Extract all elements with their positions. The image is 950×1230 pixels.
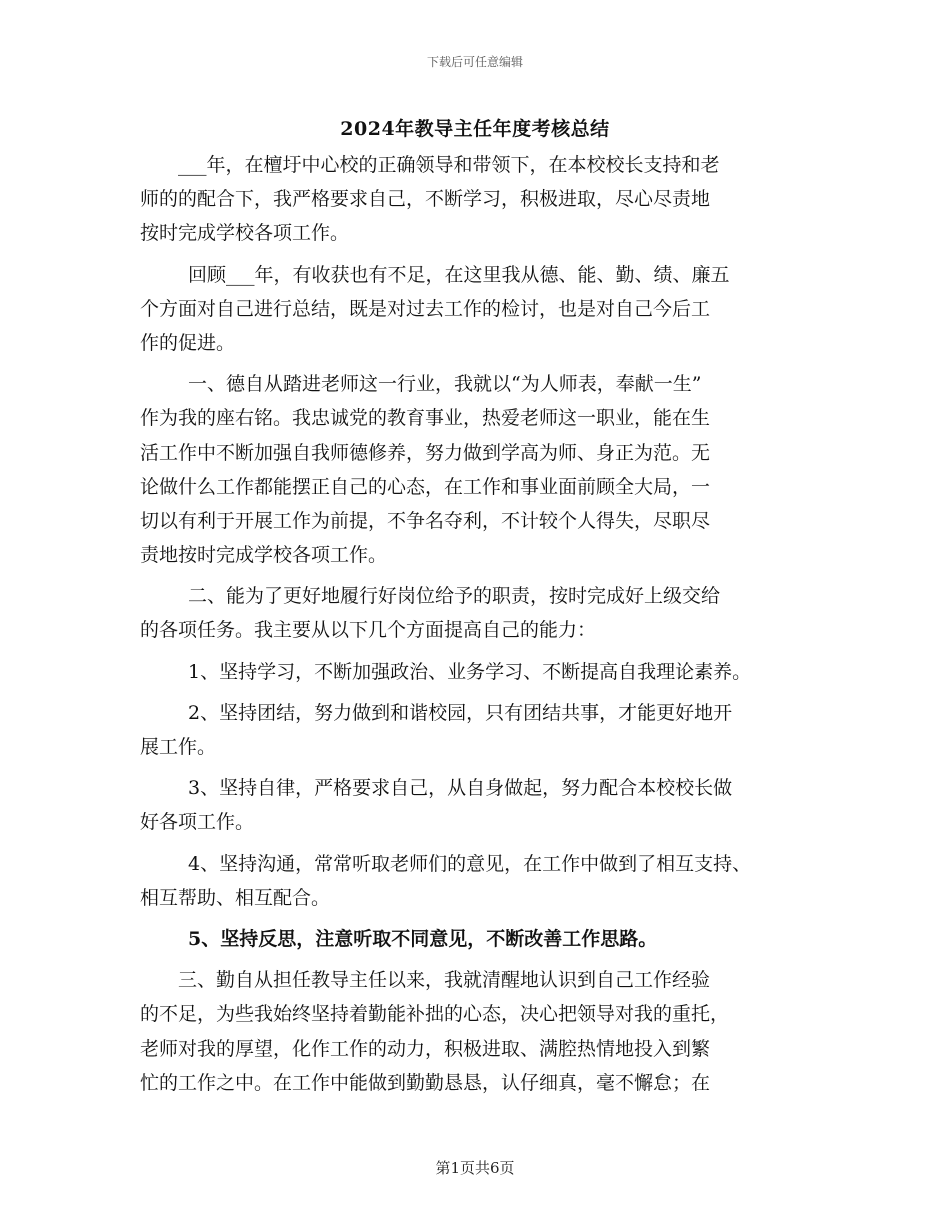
download-note: 下载后可任意编辑 [426, 55, 523, 69]
paragraph-line: 个方面对自己进行总结，既是对过去工作的检讨，也是对自己今后工 [140, 297, 711, 320]
paragraph-line: 三、勤自从担任教导主任以来，我就清醒地认识到自己工作经验 [178, 969, 711, 992]
paragraph-line: 回顾___年，有收获也有不足，在这里我从德、能、勤、绩、廉五 [188, 263, 730, 286]
paragraph-line: 忙的工作之中。在工作中能做到勤勤恳恳，认仔细真，毫不懈怠；在 [140, 1071, 711, 1094]
paragraph-line: 展工作。 [140, 736, 217, 758]
paragraph-line: 相互帮助、相互配合。 [140, 886, 331, 909]
paragraph-line: 好各项工作。 [140, 811, 255, 834]
list-item-4: 4、坚持沟通，常常听取老师们的意见，在工作中做到了相互支持、 [188, 852, 752, 875]
paragraph-line: 老师对我的厚望，化作工作的动力，积极进取、满腔热情地投入到繁 [140, 1037, 711, 1060]
paragraph-line: 二、能为了更好地履行好岗位给予的职责，按时完成好上级交给 [188, 585, 721, 608]
paragraph-line: 活工作中不断加强自我师德修养，努力做到学高为师、身正为范。无 [140, 441, 711, 464]
paragraph-line: 切以有利于开展工作为前提，不争名夺利，不计较个人得失，尽职尽 [140, 509, 711, 532]
document-title: 2024年教导主任年度考核总结 [340, 118, 610, 140]
paragraph-line: 的各项任务。我主要从以下几个方面提高自己的能力： [140, 619, 597, 642]
paragraph-line: 责地按时完成学校各项工作。 [140, 544, 388, 567]
paragraph-line: 作的促进。 [140, 331, 236, 354]
paragraph-line: 师的的配合下，我严格要求自己，不断学习，积极进取，尽心尽责地 [140, 188, 711, 211]
paragraph-line: 一、德自从踏进老师这一行业，我就以“为人师表，奉献一生” [188, 373, 702, 396]
paragraph-line: 按时完成学校各项工作。 [140, 222, 350, 245]
page-number: 第1页共6页 [435, 1159, 515, 1177]
paragraph-line: 论做什么工作都能摆正自己的心态，在工作和事业面前顾全大局，一 [140, 475, 711, 498]
paragraph-line: ___年，在檀圩中心校的正确领导和带领下，在本校校长支持和老 [178, 154, 720, 176]
paragraph-line: 作为我的座右铭。我忠诚党的教育事业，热爱老师这一职业，能在生 [140, 407, 711, 430]
list-item-3: 3、坚持自律，严格要求自己，从自身做起，努力配合本校校长做 [188, 777, 733, 800]
list-item-1: 1、坚持学习，不断加强政治、业务学习、不断提高自我理论素养。 [188, 660, 752, 683]
list-item-5: 5、坚持反思，注意听取不同意见，不断改善工作思路。 [188, 927, 658, 950]
paragraph-line: 的不足，为些我始终坚持着勤能补拙的心态，决心把领导对我的重托， [140, 1003, 730, 1026]
document-body [140, 148, 830, 1100]
list-item-2: 2、坚持团结，努力做到和谐校园，只有团结共事，才能更好地开 [188, 701, 733, 724]
